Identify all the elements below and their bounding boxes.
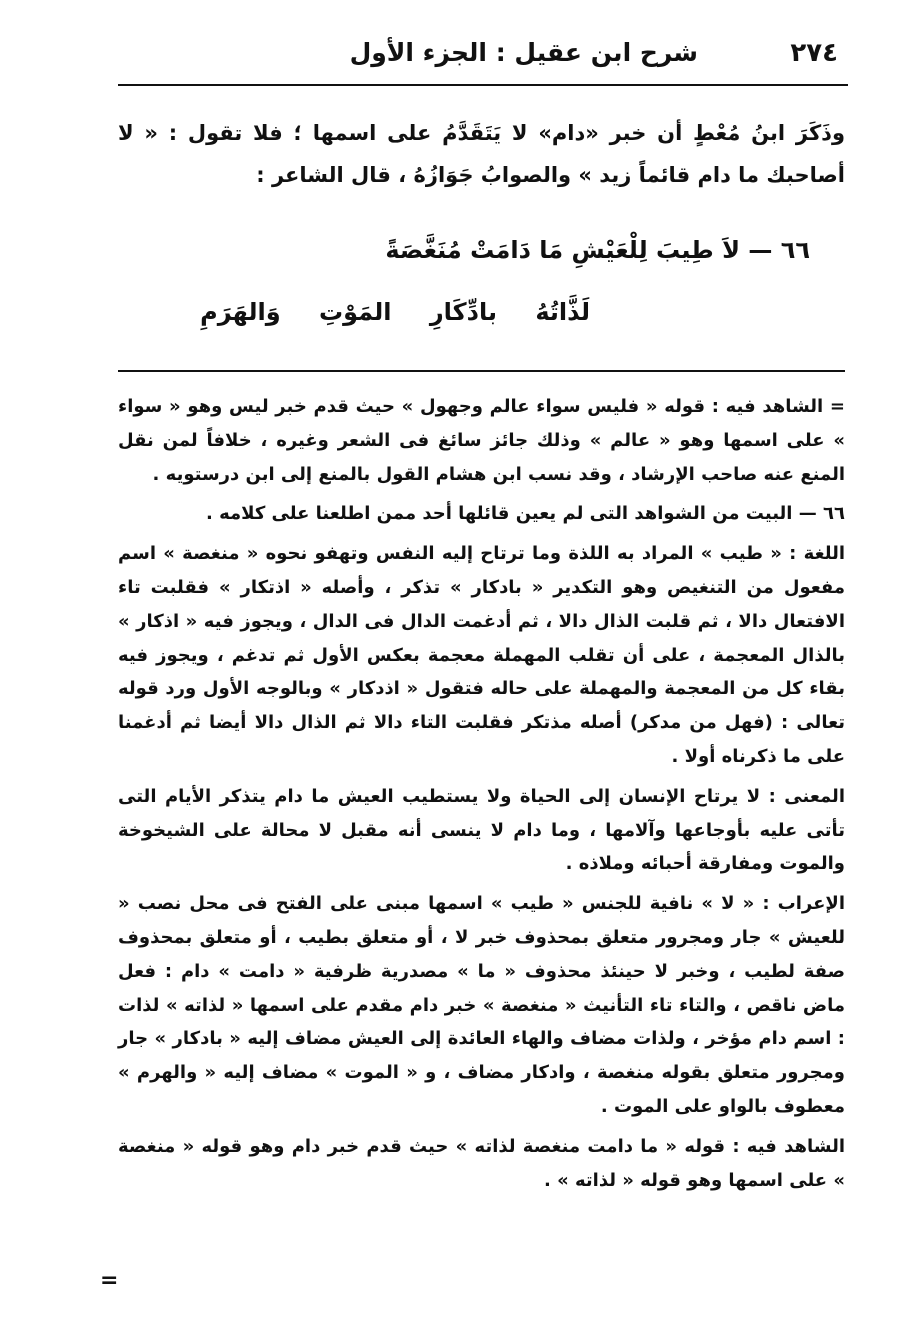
footnote-evidence: الشاهد فيه : قوله « ما دامت منغصة لذاته » حيث قدم خبر دام وهو قوله « منغصة » على اسمها وهو قوله « لذاته » .: [118, 1135, 845, 1191]
footnote-66-source: ٦٦ — البيت من الشواهد التى لم يعين قائلها أحد ممن اطلعنا على كلامه .: [205, 503, 845, 525]
footnote-lexicon: اللغة : « طيب » المراد به اللذة وما ترتاح إليه النفس وتهفو نحوه « منغصة » اسم مفعول من التنغيص وهو التكدير « بادكار » تذكر ، وأصله « اذتكار » فقلبت تاء الافتعال دالا ، ثم قلبت الذال دالا ، ثم أدغمت الدال فى الدال ، ويجوز فيه « اذكار » بالذال المعجمة ، على أن تقلب المهملة معجمة بعكس الأول ثم تدغم ، ويجوز فيه بقاء كل من المعجمة والمهملة على حاله فتقول « اذدكار » وبالوجه الأول ورد قوله تعالى : (فهل من مدكر) أصله مذتكر فقلبت التاء دالا ثم الذال دالا أيضا ثم أدغمنا على ما ذكرناه أولا .: [118, 543, 845, 767]
footnote-rule: [118, 370, 845, 372]
footnote-meaning: المعنى : لا يرتاح الإنسان إلى الحياة ولا يستطيب العيش ما دام يتذكر الأيام التى تأتى عليه بأوجاعها وآلامها ، وما دام لا ينسى أنه مقبل لا محالة على الشيخوخة والموت ومفارقة أحبائه وملاذه .: [118, 785, 845, 875]
verse-first-hemistich: ٦٦ — لاَ طِيبَ لِلْعَيْشِ مَا دَامَتْ مُنَغَّصَةً: [385, 236, 810, 264]
verse-second-hemistich: لَذَّاتُهُ بادِّكَارِ المَوْتِ وَالهَرَمِ: [200, 298, 590, 326]
page-number: ٢٧٤: [790, 38, 838, 68]
header-rule: [118, 84, 848, 86]
footnotes: [118, 390, 845, 1197]
continuation-mark: =: [100, 1268, 119, 1293]
footnote-parsing: الإعراب : « لا » نافية للجنس « طيب » اسمها مبنى على الفتح فى محل نصب « للعيش » جار ومجرور متعلق بمحذوف خبر لا ، أو متعلق بطيب ، أو متعلق بمحذوف صفة لطيب ، وخبر لا حينئذ محذوف « ما » مصدرية ظرفية « دامت » دام : فعل ماض ناقص ، والتاء تاء التأنيث « منغصة » خبر دام مقدم على اسمها « لذاته » لذات : اسم دام مؤخر ، ولذات مضاف والهاء العائدة إلى العيش مضاف إليه « بادكار » جار ومجرور متعلق بقوله منغصة ، وادكار مضاف ، و « الموت » مضاف إليه « والهرم » معطوف بالواو على الموت .: [118, 893, 845, 1117]
main-paragraph: وذَكَرَ ابنُ مُعْطٍ أن خبر «دام» لا يَتَقَدَّمُ على اسمها ؛ فلا تقول : « لا أصاحبك ما دام قائماً زيد » والصوابُ جَوَازُهُ ، قال الشاعر :: [118, 121, 845, 187]
running-title: شرح ابن عقيل : الجزء الأول: [349, 38, 698, 67]
footnote-continued: = الشاهد فيه : قوله « فليس سواء عالم وجهول » حيث قدم خبر ليس وهو « سواء » على اسمها وهو « عالم » وذلك جائز سائغ فى الشعر وغيره ، خلافاً لمن نقل المنع عنه صاحب الإرشاد ، وقد نسب ابن هشام القول بالمنع إلى ابن درستويه .: [118, 396, 845, 485]
page-header: [118, 34, 848, 86]
